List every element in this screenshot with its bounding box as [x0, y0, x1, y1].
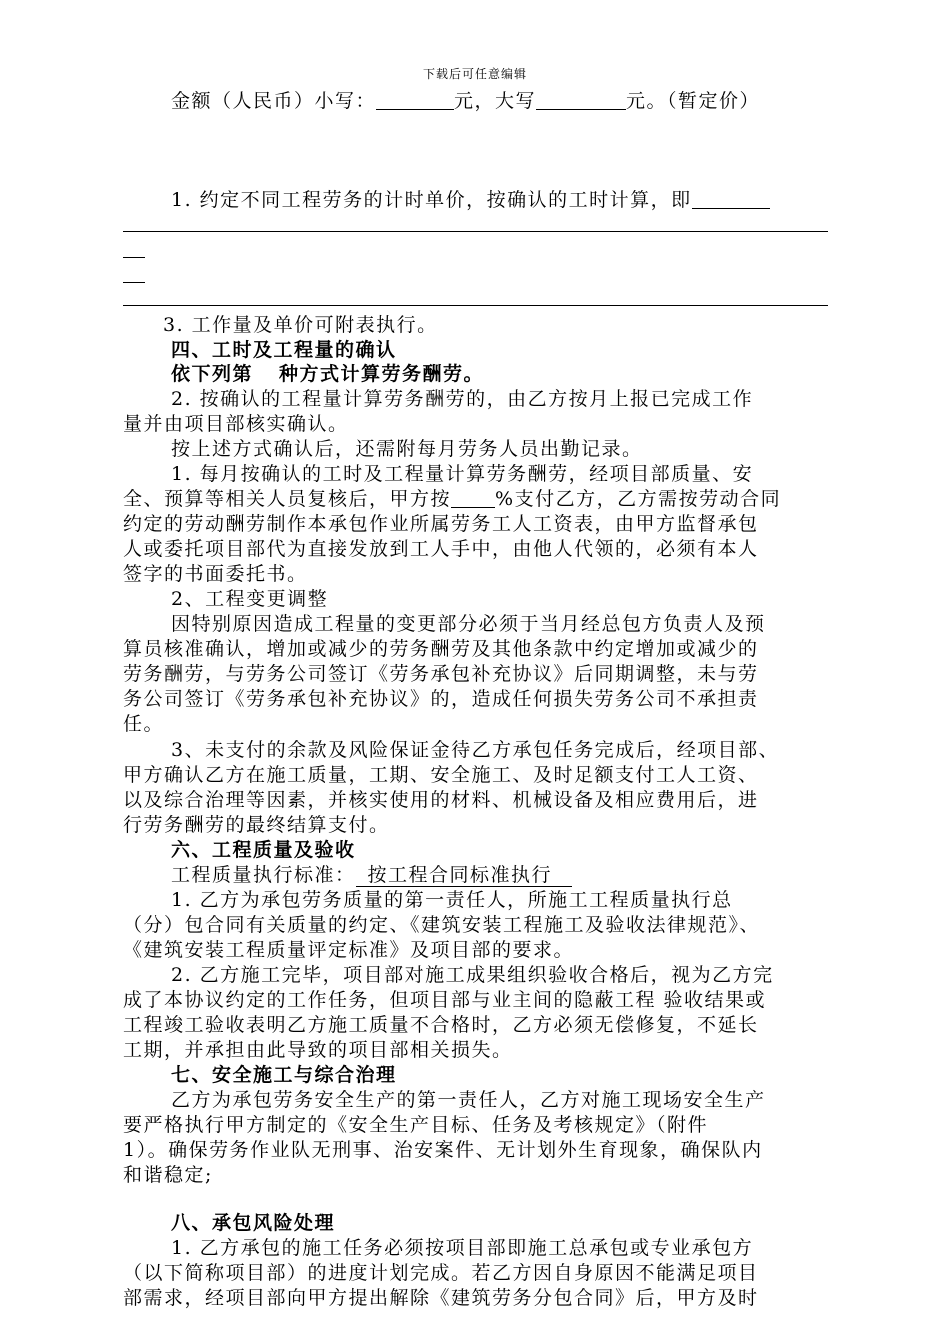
para-d-line: 任。	[123, 713, 165, 735]
para-e-line: 甲方确认乙方在施工质量，工期、安全施工、及时足额支付工人工资、	[123, 764, 759, 786]
section-4-title: 四、工时及工程量的确认	[171, 339, 397, 361]
hourly-price-blank	[692, 188, 770, 209]
section-8-title: 八、承包风险处理	[171, 1212, 336, 1234]
blank-dash-2	[123, 282, 145, 283]
para-e-line: 行劳务酬劳的最终结算支付。	[123, 814, 390, 836]
quality-standard-value: 按工程合同标准执行	[356, 864, 573, 887]
para-e-line: 以及综合治理等因素，并核实使用的材料、机械设备及相应费用后，进	[123, 789, 759, 811]
para-f-line: 《建筑安装工程质量评定标准》及项目部的要求。	[123, 939, 575, 961]
hourly-price-item: 1. 约定不同工程劳务的计时单价，按确认的工时计算，即	[123, 187, 876, 213]
para-g-line: 工程竣工验收表明乙方施工质量不合格时，乙方必须无偿修复，不延长	[123, 1014, 759, 1036]
percent-blank	[451, 487, 495, 508]
para-c-line: 1. 每月按确认的工时及工程量计算劳务酬劳，经项目部质量、安	[171, 463, 754, 485]
para-d-line: 因特别原因造成工程量的变更部分必须于当月经总包方负责人及预	[171, 613, 766, 635]
para-h-line: 要严格执行甲方制定的《安全生产目标、任务及考核规定》（附件	[123, 1114, 709, 1136]
blank-dash-1	[123, 257, 145, 258]
amount-upper-blank	[536, 89, 626, 110]
para-c-line: 全、预算等相关人员复核后，甲方按 %支付乙方，乙方需按劳动合同	[123, 488, 782, 510]
amount-tail: 元。（暂定价）	[626, 90, 761, 112]
para-d-title: 2、工程变更调整	[171, 588, 329, 610]
amount-line	[123, 88, 876, 114]
para-c-line: 约定的劳动酬劳制作本承包作业所属劳务工人工资表，由甲方监督承包	[123, 513, 759, 535]
para-f-line: （分）包合同有关质量的约定、《建筑安装工程施工及验收法律规范》、	[123, 914, 761, 936]
section-6-title: 六、工程质量及验收	[171, 839, 356, 861]
para-g-line: 2. 乙方施工完毕，项目部对施工成果组织验收合格后，视为乙方完	[171, 964, 774, 986]
para-g-line: 工期，并承担由此导致的项目部相关损失。	[123, 1039, 513, 1061]
para-c-line: 签字的书面委托书。	[123, 563, 308, 585]
para-a-line: 量并由项目部核实确认。	[123, 413, 349, 435]
para-d-line: 算员核准确认，增加或减少的劳务酬劳及其他条款中约定增加或减少的	[123, 638, 759, 660]
quality-standard: 工程质量执行标准： 按工程合同标准执行	[123, 862, 876, 888]
para-h-line: 乙方为承包劳务安全生产的第一责任人，乙方对施工现场安全生产	[171, 1089, 766, 1111]
para-a-line: 2. 按确认的工程量计算劳务酬劳的，由乙方按月上报已完成工作	[171, 388, 754, 410]
para-b: 按上述方式确认后，还需附每月劳务人员出勤记录。	[171, 438, 643, 460]
para-i-line: 部需求，经项目部向甲方提出解除《建筑劳务分包合同》后，甲方及时	[123, 1287, 759, 1309]
blank-rule-2	[123, 305, 828, 306]
method-line: 依下列第 种方式计算劳务酬劳。	[171, 363, 485, 385]
para-d-line: 务公司签订《劳务承包补充协议》的，造成任何损失劳务公司不承担责	[123, 688, 759, 710]
para-e-line: 3、未支付的余款及风险保证金待乙方承包任务完成后，经项目部、	[171, 739, 780, 761]
para-f-line: 1. 乙方为承包劳务质量的第一责任人，所施工工程质量执行总	[171, 889, 733, 911]
header-note: 下载后可任意编辑	[422, 67, 527, 81]
para-h-line: 和谐稳定;	[123, 1164, 213, 1186]
para-g-line: 成了本协议约定的工作任务，但项目部与业主间的隐蔽工程 验收结果或	[123, 989, 767, 1011]
para-h-line: 1）。确保劳务作业队无刑事、治安案件、无计划外生育现象，确保队内	[123, 1139, 763, 1161]
amount-lower-blank	[376, 89, 454, 110]
section-7-title: 七、安全施工与综合治理	[171, 1064, 397, 1086]
amount-mid: 元，大写	[454, 90, 537, 112]
amount-label: 金额（人民币）小写：	[171, 90, 377, 112]
para-c-line: 人或委托项目部代为直接发放到工人手中，由他人代领的，必须有本人	[123, 538, 759, 560]
blank-rule-1	[123, 231, 828, 232]
para-i-line: 1. 乙方承包的施工任务必须按项目部即施工总承包或专业承包方	[171, 1237, 754, 1259]
workload-item: 3. 工作量及单价可附表执行。	[163, 314, 438, 336]
para-d-line: 劳务酬劳，与劳务公司签订《劳务承包补充协议》后同期调整，未与劳	[123, 663, 759, 685]
para-i-line: （以下简称项目部）的进度计划完成。若乙方因自身原因不能满足项目	[123, 1262, 759, 1284]
